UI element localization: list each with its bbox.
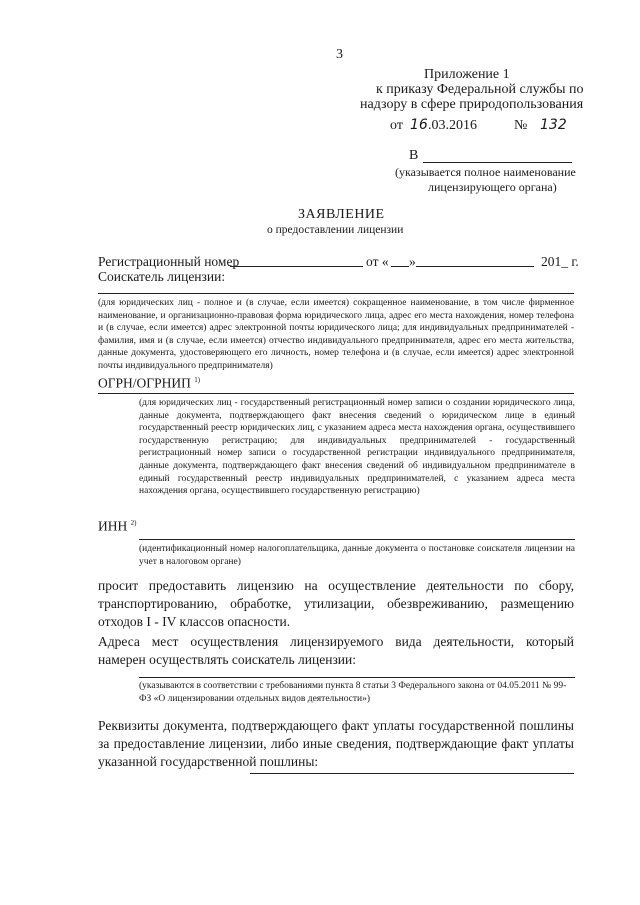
applicant-line xyxy=(98,293,574,294)
recipient-note-2: лицензирующего органа) xyxy=(428,180,557,194)
reg-date-close: » xyxy=(409,254,416,269)
ogrn-footnote-mark: 1) xyxy=(194,376,201,384)
inn-note: (идентификационный номер налогоплательщика, данные документа о постановке соискателя лицензии на учет в налоговом органе) xyxy=(139,544,575,567)
inn-label-text: ИНН xyxy=(98,518,128,534)
ogrn-label xyxy=(98,371,200,393)
appendix-authority-line: надзору в сфере природопользования xyxy=(360,97,584,112)
address-line xyxy=(139,677,575,678)
reg-year: 201_ г. xyxy=(541,254,579,269)
appendix-order-line: к приказу Федеральной службы по xyxy=(376,82,584,97)
inn-footnote-mark: 2) xyxy=(130,519,137,527)
document-subtitle: о предоставлении лицензии xyxy=(267,224,404,236)
appendix-date-handwritten: 16 xyxy=(410,117,428,133)
ogrn-label-text: ОГРН/ОГРНИП xyxy=(98,375,191,391)
recipient-to: В xyxy=(409,148,419,163)
appendix-date-prefix: от xyxy=(390,118,403,133)
ogrn-line xyxy=(98,393,574,394)
applicant-label: Соискатель лицензии: xyxy=(98,269,226,284)
document-title: ЗАЯВЛЕНИЕ xyxy=(298,207,385,222)
payment-paragraph: Реквизиты документа, подтверждающего факт уплаты государственной пошлины за предоставление лицензии, либо иные сведения, подтверждающие факт уплаты указанной государственной пошлины: xyxy=(98,718,574,769)
address-note: (указываются в соответствии с требованиями пункта 8 статьи 3 Федерального закона от 04.05.2011 № 99-ФЗ «О лицензировании отдельных видов деятельности») xyxy=(139,681,567,704)
address-paragraph: Адреса мест осуществления лицензируемого вида деятельности, который намерен осуществлять соискатель лицензии: xyxy=(98,634,574,667)
recipient-line xyxy=(423,162,572,163)
reg-date-open: от « xyxy=(366,254,389,269)
inn-label xyxy=(98,514,136,536)
ogrn-note: (для юридических лиц - государственный регистрационный номер записи о создании юридического лица, данные документа, подтверждающего факт внесения сведений о юридическом лице в единый государственный реестр юридических лиц, с указанием адреса места нахождения органа, осуществившего государственную регистрацию; для индивидуальных предпринимателей - государственный регистрационный номер записи о государственной регистрации индивидуального предпринимателя, данные документа, подтверждающего факт внесения сведений об индивидуальном предпринимателе в единый государственный реестр индивидуальных предпринимателей, с указанием адреса места нахождения органа, осуществившего государственную регистрацию) xyxy=(139,398,575,497)
request-paragraph: просит предоставить лицензию на осуществление деятельности по сбору, транспортированию, обработке, утилизации, обезвреживанию, размещению отходов I - IV классов опасности. xyxy=(98,578,574,629)
reg-month-line xyxy=(416,266,534,267)
payment-line xyxy=(250,773,574,774)
reg-day-line xyxy=(391,266,409,267)
applicant-note: (для юридических лиц - полное и (в случае, если имеется) сокращенное наименование, в том числе фирменное наименование, и организационно-правовая форма юридического лица, адрес его места нахождения, номер телефона и (в случае, если имеется) адрес электронной почты юридического лица; для индивидуальных предпринимателей - фамилия, имя и (в случае, если имеется) отчество индивидуального предпринимателя, адрес его места жительства, данные документа, удостоверяющего его личность, номер телефона и (в случае, если имеется) адрес электронной почты индивидуального предпринимателя) xyxy=(98,298,574,371)
inn-line xyxy=(139,539,575,540)
appendix-number: Приложение 1 xyxy=(424,67,510,82)
page-number: 3 xyxy=(336,47,343,62)
reg-number-line xyxy=(230,266,363,267)
appendix-number-handwritten: 132 xyxy=(540,117,567,133)
appendix-date-printed: .03.2016 xyxy=(428,118,477,133)
recipient-note-1: (указывается полное наименование xyxy=(395,165,576,179)
reg-number-label: Регистрационный номер xyxy=(98,254,240,269)
appendix-number-prefix: № xyxy=(514,118,528,133)
